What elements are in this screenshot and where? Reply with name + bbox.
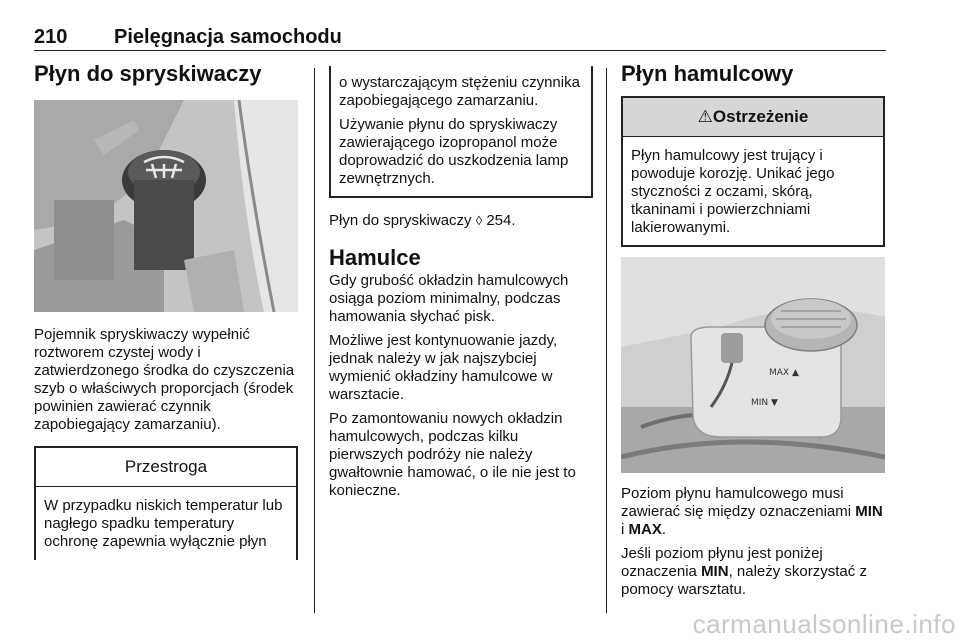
warning-box xyxy=(621,96,885,247)
washer-fluid-heading: Płyn do spryskiwaczy xyxy=(34,61,262,86)
brake-fluid-paragraph-2 xyxy=(621,545,885,599)
brakes-paragraph-1: Gdy grubość okładzin hamulcowych osiąga poziom minimalny, podczas hamowania słychać pisk. xyxy=(329,272,569,325)
caution-cont-2: Używanie płynu do spryskiwaczy zawierającego izopropanol może doprowadzić do uszkodzenia lamp zewnętrznych. xyxy=(339,116,569,187)
page-number: 210 xyxy=(34,26,68,48)
column-2 xyxy=(329,66,593,500)
reference-arrow-icon: ◊ xyxy=(475,213,483,228)
warning-header xyxy=(623,98,883,137)
reference-page: 254. xyxy=(486,212,516,229)
brakes-heading: Hamulce xyxy=(329,245,421,270)
min-label: MIN xyxy=(855,503,883,520)
brake-fluid-heading: Płyn hamulcowy xyxy=(621,61,794,86)
brake-fluid-paragraph-1 xyxy=(621,485,885,539)
min-label-2: MIN xyxy=(701,563,729,580)
conjunction: i xyxy=(621,521,625,538)
p1-end: . xyxy=(661,521,667,538)
washer-fluid-reference xyxy=(329,212,593,230)
reference-text: Płyn do spryskiwaczy xyxy=(329,212,472,229)
photo-min-label: MIN ▼ xyxy=(751,398,778,408)
brake-reservoir-photo xyxy=(621,257,885,473)
max-label: MAX xyxy=(628,521,662,538)
caution-title: Przestroga xyxy=(36,448,296,487)
washer-fluid-paragraph: Pojemnik spryskiwaczy wypełnić roztworem czystej wody i zatwierdzonego środka do czyszczenia szyb o właściwych proporcjach (środek powinien zawierać czynnik zapobiegający zamarzaniu). xyxy=(34,326,295,433)
warning-title: Ostrzeżenie xyxy=(712,107,809,126)
caution-text: W przypadku niskich temperatur lub nagłego spadku temperatury ochronę zapewnia wyłącznie płyn xyxy=(44,497,283,550)
column-divider-1 xyxy=(314,68,315,613)
column-1 xyxy=(34,60,298,560)
caution-cont-1: o wystarczającym stężeniu czynnika zapobiegającego zamarzaniu. xyxy=(339,74,580,109)
warning-icon: ⚠ xyxy=(697,107,713,126)
caution-box-continued xyxy=(329,66,593,198)
column-3 xyxy=(621,60,885,599)
washer-reservoir-photo xyxy=(34,100,298,312)
p2-text-end: , należy skorzystać z pomocy warsztatu. xyxy=(621,563,867,598)
photo-max-label: MAX ▲ xyxy=(769,368,799,378)
brakes-paragraph-2: Możliwe jest kontynuowanie jazdy, jednak należy w jak najszybciej wymienić okładziny hamulcowe w warsztacie. xyxy=(329,332,558,403)
page-header xyxy=(34,26,886,51)
p2-text: Jeśli poziom płynu jest poniżej oznaczenia xyxy=(621,545,823,580)
chapter-title: Pielęgnacja samochodu xyxy=(114,26,342,48)
brakes-paragraph-3: Po zamontowaniu nowych okładzin hamulcowych, podczas kilku pierwszych podróży nie należy gwałtownie hamować, o ile nie jest to konieczne. xyxy=(329,410,576,499)
caution-box xyxy=(34,446,298,560)
watermark: carmanualsonline.info xyxy=(692,609,956,639)
column-divider-2 xyxy=(606,68,607,613)
p1-text: Poziom płynu hamulcowego musi zawierać się między oznaczeniami xyxy=(621,485,852,520)
warning-text: Płyn hamulcowy jest trujący i powoduje korozję. Unikać jego styczności z oczami, skórą, tkaninami i powierzchniami lakierowanymi. xyxy=(631,147,835,236)
